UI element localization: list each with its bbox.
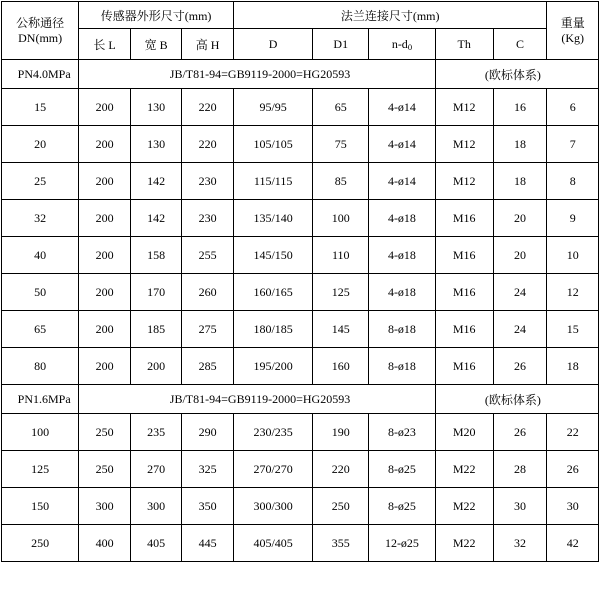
table-header-sub-row	[2, 29, 599, 60]
header-width-b: 宽 B	[130, 29, 182, 60]
table-row	[2, 414, 599, 451]
cell-length: 200	[79, 348, 131, 385]
cell-th: M22	[435, 451, 493, 488]
cell-weight: 18	[547, 348, 599, 385]
cell-d1: 220	[313, 451, 369, 488]
cell-d1: 65	[313, 89, 369, 126]
cell-length: 400	[79, 525, 131, 562]
cell-width: 130	[130, 126, 182, 163]
cell-dn: 150	[2, 488, 79, 525]
cell-length: 200	[79, 200, 131, 237]
table-row	[2, 237, 599, 274]
header-group-sensor-dimensions: 传感器外形尺寸(mm)	[79, 2, 234, 29]
header-group-flange-dimensions: 法兰连接尺寸(mm)	[233, 2, 547, 29]
cell-d: 95/95	[233, 89, 312, 126]
cell-width: 185	[130, 311, 182, 348]
cell-weight: 6	[547, 89, 599, 126]
cell-weight: 8	[547, 163, 599, 200]
cell-dn: 32	[2, 200, 79, 237]
cell-height: 220	[182, 89, 234, 126]
cell-height: 230	[182, 200, 234, 237]
table-row	[2, 89, 599, 126]
cell-c: 16	[493, 89, 547, 126]
cell-c: 24	[493, 311, 547, 348]
group-note-label: (欧标体系)	[435, 60, 598, 89]
cell-d1: 145	[313, 311, 369, 348]
header-weight	[547, 2, 599, 60]
cell-length: 200	[79, 311, 131, 348]
cell-width: 200	[130, 348, 182, 385]
cell-height: 445	[182, 525, 234, 562]
header-length-l: 长 L	[79, 29, 131, 60]
cell-dn: 80	[2, 348, 79, 385]
header-nominal-diameter-line1: 公称通径	[16, 15, 65, 30]
group-standard-label: JB/T81-94=GB9119-2000=HG20593	[79, 385, 435, 414]
cell-nd0: 12-ø25	[369, 525, 436, 562]
cell-dn: 125	[2, 451, 79, 488]
cell-d: 195/200	[233, 348, 312, 385]
cell-c: 18	[493, 163, 547, 200]
table-row	[2, 163, 599, 200]
cell-nd0: 8-ø18	[369, 348, 436, 385]
cell-d1: 75	[313, 126, 369, 163]
table-row	[2, 274, 599, 311]
cell-c: 26	[493, 414, 547, 451]
cell-d1: 190	[313, 414, 369, 451]
header-nominal-diameter-line2: DN(mm)	[18, 30, 63, 45]
cell-d: 300/300	[233, 488, 312, 525]
cell-width: 270	[130, 451, 182, 488]
cell-c: 24	[493, 274, 547, 311]
cell-height: 275	[182, 311, 234, 348]
cell-c: 20	[493, 200, 547, 237]
table-row	[2, 525, 599, 562]
header-height-h: 高 H	[182, 29, 234, 60]
cell-c: 20	[493, 237, 547, 274]
cell-th: M16	[435, 274, 493, 311]
cell-width: 405	[130, 525, 182, 562]
cell-height: 325	[182, 451, 234, 488]
cell-weight: 22	[547, 414, 599, 451]
cell-th: M20	[435, 414, 493, 451]
cell-weight: 30	[547, 488, 599, 525]
cell-nd0: 8-ø25	[369, 488, 436, 525]
cell-length: 250	[79, 414, 131, 451]
cell-width: 142	[130, 200, 182, 237]
cell-nd0: 4-ø14	[369, 126, 436, 163]
cell-d: 160/165	[233, 274, 312, 311]
cell-nd0: 8-ø18	[369, 311, 436, 348]
cell-nd0: 4-ø14	[369, 163, 436, 200]
group-header-row	[2, 60, 599, 89]
cell-th: M16	[435, 311, 493, 348]
cell-length: 200	[79, 126, 131, 163]
cell-weight: 12	[547, 274, 599, 311]
cell-weight: 15	[547, 311, 599, 348]
group-standard-label: JB/T81-94=GB9119-2000=HG20593	[79, 60, 435, 89]
cell-c: 18	[493, 126, 547, 163]
cell-dn: 40	[2, 237, 79, 274]
cell-th: M16	[435, 200, 493, 237]
cell-width: 170	[130, 274, 182, 311]
table-row	[2, 311, 599, 348]
cell-dn: 50	[2, 274, 79, 311]
header-thickness-c: C	[493, 29, 547, 60]
cell-d: 230/235	[233, 414, 312, 451]
cell-d1: 355	[313, 525, 369, 562]
cell-dn: 250	[2, 525, 79, 562]
cell-th: M12	[435, 89, 493, 126]
group-header-row	[2, 385, 599, 414]
cell-weight: 42	[547, 525, 599, 562]
specification-table	[1, 1, 599, 562]
cell-height: 285	[182, 348, 234, 385]
cell-th: M12	[435, 163, 493, 200]
cell-d1: 85	[313, 163, 369, 200]
cell-nd0: 4-ø18	[369, 200, 436, 237]
cell-dn: 15	[2, 89, 79, 126]
cell-dn: 25	[2, 163, 79, 200]
cell-dn: 65	[2, 311, 79, 348]
header-diameter-d: D	[233, 29, 312, 60]
cell-d: 115/115	[233, 163, 312, 200]
cell-d: 135/140	[233, 200, 312, 237]
table-row	[2, 348, 599, 385]
cell-height: 220	[182, 126, 234, 163]
cell-length: 300	[79, 488, 131, 525]
cell-d: 270/270	[233, 451, 312, 488]
cell-width: 130	[130, 89, 182, 126]
cell-height: 230	[182, 163, 234, 200]
cell-c: 30	[493, 488, 547, 525]
cell-nd0: 4-ø14	[369, 89, 436, 126]
table-row	[2, 126, 599, 163]
cell-d1: 160	[313, 348, 369, 385]
table-header-top-row	[2, 2, 599, 29]
cell-height: 350	[182, 488, 234, 525]
cell-height: 260	[182, 274, 234, 311]
cell-th: M22	[435, 525, 493, 562]
header-bolt-holes-nd0	[369, 29, 436, 60]
table-row	[2, 451, 599, 488]
header-nd0-subscript: 0	[407, 41, 413, 52]
cell-dn: 20	[2, 126, 79, 163]
cell-width: 142	[130, 163, 182, 200]
cell-length: 200	[79, 237, 131, 274]
header-thread-th: Th	[435, 29, 493, 60]
header-weight-line2: (Kg)	[561, 30, 585, 45]
group-pressure-label: PN4.0MPa	[2, 60, 79, 89]
table-row	[2, 200, 599, 237]
cell-c: 32	[493, 525, 547, 562]
header-nominal-diameter	[2, 2, 79, 60]
table-row	[2, 488, 599, 525]
cell-length: 200	[79, 89, 131, 126]
cell-weight: 10	[547, 237, 599, 274]
cell-d: 105/105	[233, 126, 312, 163]
cell-nd0: 4-ø18	[369, 237, 436, 274]
cell-th: M22	[435, 488, 493, 525]
cell-th: M16	[435, 348, 493, 385]
cell-width: 300	[130, 488, 182, 525]
cell-th: M12	[435, 126, 493, 163]
cell-weight: 7	[547, 126, 599, 163]
cell-d: 180/185	[233, 311, 312, 348]
cell-width: 235	[130, 414, 182, 451]
cell-weight: 26	[547, 451, 599, 488]
cell-d1: 250	[313, 488, 369, 525]
cell-d1: 125	[313, 274, 369, 311]
cell-d1: 110	[313, 237, 369, 274]
cell-height: 290	[182, 414, 234, 451]
header-diameter-d1: D1	[313, 29, 369, 60]
group-pressure-label: PN1.6MPa	[2, 385, 79, 414]
cell-weight: 9	[547, 200, 599, 237]
cell-nd0: 8-ø23	[369, 414, 436, 451]
cell-height: 255	[182, 237, 234, 274]
group-note-label: (欧标体系)	[435, 385, 598, 414]
cell-d: 405/405	[233, 525, 312, 562]
cell-d1: 100	[313, 200, 369, 237]
cell-length: 200	[79, 163, 131, 200]
header-nd0-prefix: n-d	[391, 36, 408, 51]
cell-nd0: 8-ø25	[369, 451, 436, 488]
cell-length: 250	[79, 451, 131, 488]
cell-dn: 100	[2, 414, 79, 451]
cell-length: 200	[79, 274, 131, 311]
cell-width: 158	[130, 237, 182, 274]
cell-d: 145/150	[233, 237, 312, 274]
cell-nd0: 4-ø18	[369, 274, 436, 311]
cell-th: M16	[435, 237, 493, 274]
cell-c: 28	[493, 451, 547, 488]
cell-c: 26	[493, 348, 547, 385]
header-weight-line1: 重量	[560, 15, 585, 30]
